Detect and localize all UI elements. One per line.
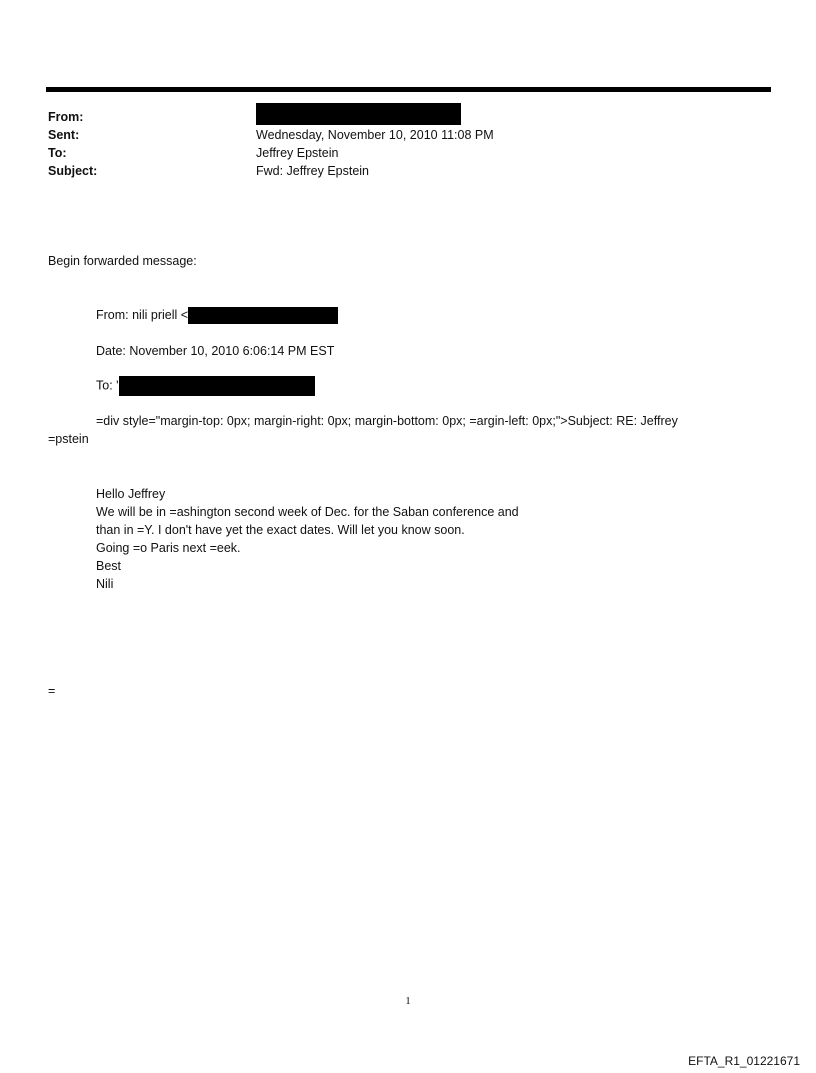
forwarded-date-line: Date: November 10, 2010 6:06:14 PM EST bbox=[96, 344, 335, 358]
from-label: From: bbox=[48, 110, 84, 124]
forwarded-from-text: From: nili priell < bbox=[96, 308, 189, 322]
document-id: EFTA_R1_01221671 bbox=[688, 1054, 800, 1068]
subject-row bbox=[48, 162, 768, 180]
forwarded-to-text: To: ' bbox=[96, 378, 119, 393]
message-line: We will be in =ashington second week of Dec. for the Saban conference and bbox=[96, 505, 519, 519]
sent-label: Sent: bbox=[48, 128, 80, 142]
message-line: Nili bbox=[96, 577, 114, 591]
message-line: Best bbox=[96, 559, 122, 573]
redaction-box bbox=[188, 307, 338, 324]
header-divider bbox=[46, 87, 771, 92]
forwarded-subject-continuation: =pstein bbox=[48, 432, 89, 446]
redaction-box bbox=[256, 103, 461, 125]
message-line: Hello Jeffrey bbox=[96, 487, 166, 501]
trailing-character: = bbox=[48, 684, 56, 698]
to-row bbox=[48, 144, 768, 162]
redaction-box bbox=[119, 376, 315, 396]
forwarded-to-line bbox=[96, 376, 315, 396]
sent-row bbox=[48, 126, 768, 144]
message-line: Going =o Paris next =eek. bbox=[96, 541, 241, 555]
subject-label: Subject: bbox=[48, 164, 98, 178]
message-body bbox=[96, 485, 519, 593]
page-number: 1 bbox=[405, 995, 411, 1007]
subject-value: Fwd: Jeffrey Epstein bbox=[256, 164, 370, 178]
sent-value: Wednesday, November 10, 2010 11:08 PM bbox=[256, 128, 494, 142]
forward-intro: Begin forwarded message: bbox=[48, 254, 197, 268]
from-value bbox=[256, 103, 461, 125]
email-header bbox=[48, 108, 768, 180]
from-row bbox=[48, 108, 768, 126]
to-value: Jeffrey Epstein bbox=[256, 146, 339, 160]
to-label: To: bbox=[48, 146, 67, 160]
forwarded-from-line bbox=[96, 306, 338, 324]
message-line: than in =Y. I don't have yet the exact dates. Will let you know soon. bbox=[96, 523, 465, 537]
forwarded-subject-line: =div style="margin-top: 0px; margin-right: 0px; margin-bottom: 0px; =argin-left: 0px;">Subject: RE: Jeffrey bbox=[96, 414, 678, 428]
